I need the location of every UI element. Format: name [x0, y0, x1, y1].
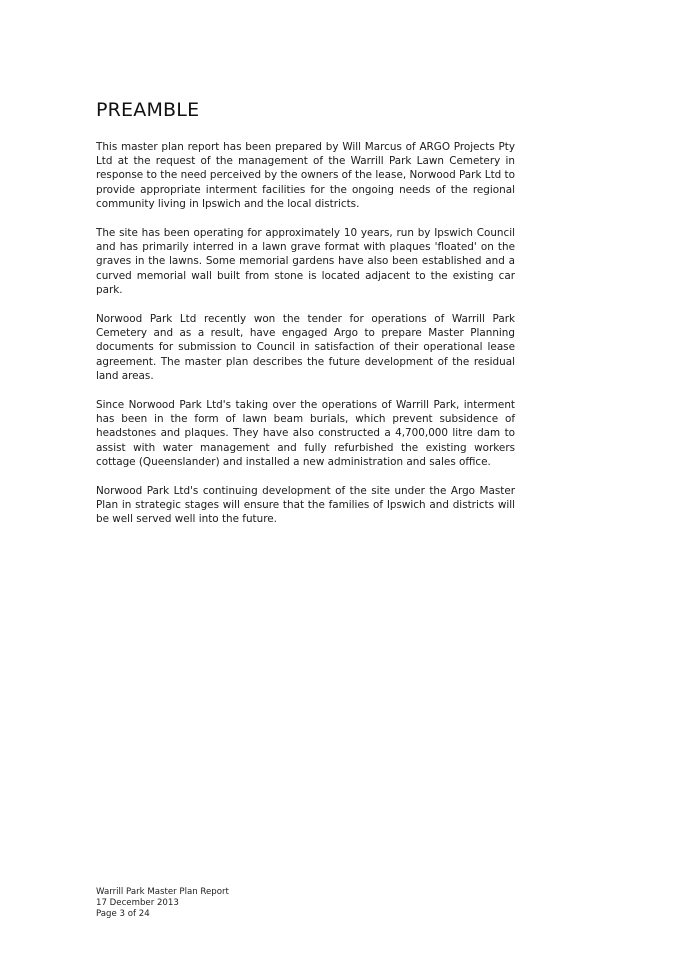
section-heading: PREAMBLE	[96, 99, 200, 121]
paragraph-5: Norwood Park Ltd's continuing development of the site under the Argo Master Plan in strategic stages will ensure that the families of Ipswich and districts will be well served well into the future.	[96, 485, 515, 526]
footer-date: 17 December 2013	[96, 898, 179, 908]
paragraph-1: This master plan report has been prepared by Will Marcus of ARGO Projects Pty Ltd at the request of the management of the Warrill Park Lawn Cemetery in response to the need perceived by the owners of the lease, Norwood Park Ltd to provide appropriate interment facilities for the ongoing needs of the regional community living in Ipswich and the local districts.	[96, 141, 515, 210]
paragraph-3: Norwood Park Ltd recently won the tender for operations of Warrill Park Cemetery and as a result, have engaged Argo to prepare Master Planning documents for submission to Council in satisfaction of their operational lease agreement. The master plan describes the future development of the residual land areas.	[96, 313, 515, 382]
footer-report-title: Warrill Park Master Plan Report	[96, 887, 229, 897]
body-text	[96, 140, 515, 542]
paragraph-4: Since Norwood Park Ltd's taking over the operations of Warrill Park, interment has been in the form of lawn beam burials, which prevent subsidence of headstones and plaques. They have also constructed a 4,700,000 litre dam to assist with water management and fully refurbished the existing workers cottage (Queenslander) and installed a new administration and sales office.	[96, 399, 515, 468]
paragraph-2: The site has been operating for approximately 10 years, run by Ipswich Council and has primarily interred in a lawn grave format with plaques 'floated' on the graves in the lawns. Some memorial gardens have also been established and a curved memorial wall built from stone is located adjacent to the existing car park.	[96, 227, 515, 296]
page-footer	[96, 887, 229, 920]
footer-page-number: Page 3 of 24	[96, 909, 150, 919]
